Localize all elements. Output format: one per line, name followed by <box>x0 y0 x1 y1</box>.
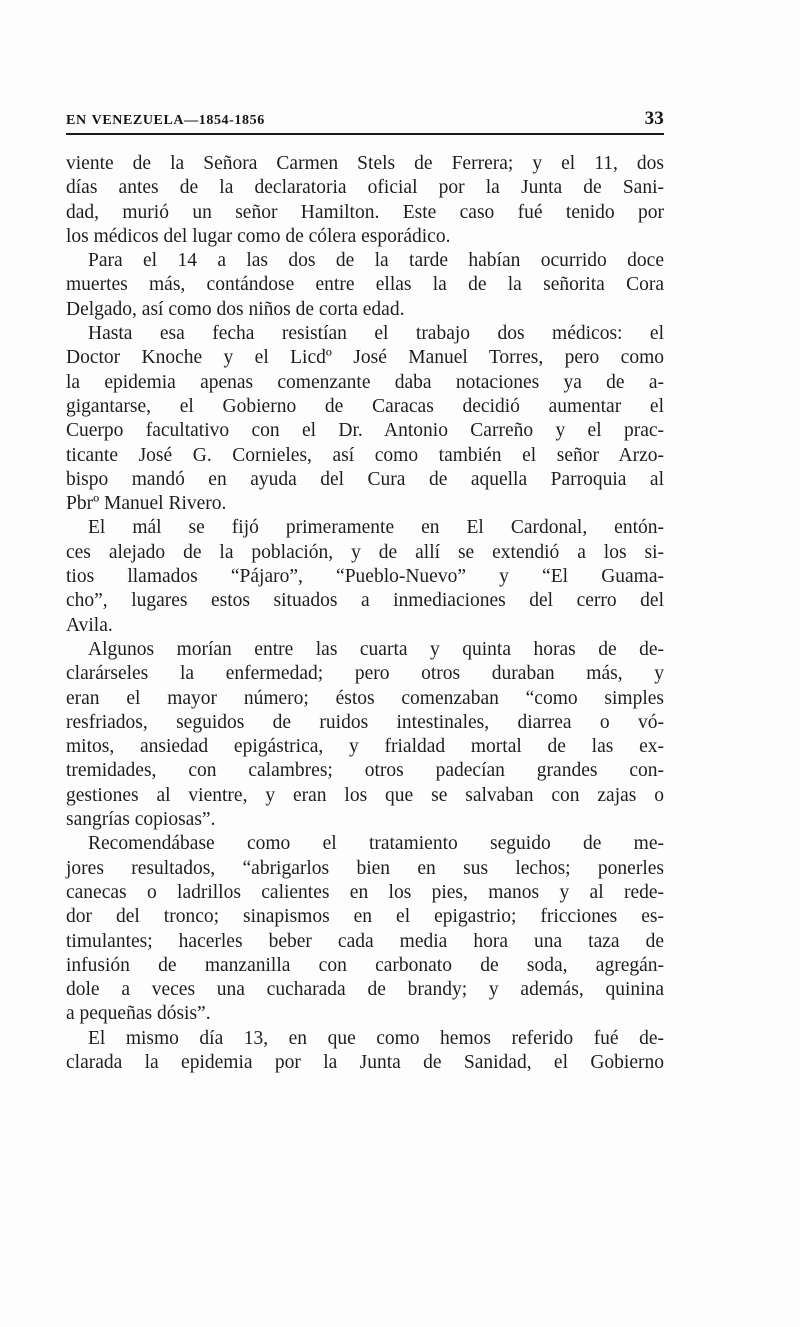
text-line: viente de la Señora Carmen Stels de Ferrera; y el 11, dos <box>66 153 664 174</box>
text-line: cho”, lugares estos situados a inmediaciones del cerro del <box>66 590 664 612</box>
text-line: dad, murió un señor Hamilton. Este caso fué tenido por <box>66 201 664 223</box>
text-line: Doctor Knoche y el Licdº José Manuel Torres, pero como <box>66 347 664 369</box>
text-line: bispo mandó en ayuda del Cura de aquella Parroquia al <box>66 468 664 490</box>
text-line: ces alejado de la población, y de allí se extendió a los si- <box>66 541 664 563</box>
text-line: Avila. <box>66 614 113 636</box>
header-rule <box>66 133 664 135</box>
text-line: Hasta esa fecha resistían el trabajo dos médicos: el <box>88 323 664 345</box>
text-line: timulantes; hacerles beber cada media hora una taza de <box>66 930 664 952</box>
text-line: jores resultados, “abrigarlos bien en sus lechos; ponerles <box>66 857 664 879</box>
body-text <box>66 152 664 1075</box>
running-head-title <box>66 108 265 130</box>
text-line: Pbrº Manuel Rivero. <box>66 493 227 515</box>
text-line: Algunos morían entre las cuarta y quinta horas de de- <box>88 638 664 660</box>
running-head <box>66 104 664 130</box>
text-line: canecas o ladrillos calientes en los pies, manos y al rede- <box>66 881 664 903</box>
text-line: clarárseles la enfermedad; pero otros duraban más, y <box>66 663 664 685</box>
text-line: mitos, ansiedad epigástrica, y frialdad mortal de las ex- <box>66 736 664 758</box>
running-head-prefix: EN <box>66 113 87 128</box>
text-line: tremidades, con calambres; otros padecían grandes con- <box>66 760 664 782</box>
page-number: 33 <box>644 108 664 129</box>
text-line: infusión de manzanilla con carbonato de soda, agregán- <box>66 954 664 976</box>
text-line: Para el 14 a las dos de la tarde habían ocurrido doce <box>88 250 664 272</box>
text-line: dole a veces una cucharada de brandy; y además, quinina <box>66 979 664 1001</box>
text-line: sangrías copiosas”. <box>66 809 216 831</box>
text-line: ticante José G. Cornieles, así como también el señor Arzo- <box>66 444 664 466</box>
text-line: resfriados, seguidos de ruidos intestinales, diarrea o vó- <box>66 711 664 733</box>
text-line: días antes de la declaratoria oficial por la Junta de Sani- <box>66 177 664 199</box>
text-line: muertes más, contándose entre ellas la de la señorita Cora <box>66 274 664 296</box>
text-line: Recomendábase como el tratamiento seguido de me- <box>88 833 664 855</box>
text-line: gigantarse, el Gobierno de Caracas decidió aumentar el <box>66 395 664 417</box>
text-line: a pequeñas dósis”. <box>66 1003 211 1025</box>
text-line: eran el mayor número; éstos comenzaban “como simples <box>66 687 664 709</box>
text-line: gestiones al vientre, y eran los que se salvaban con zajas o <box>66 784 664 806</box>
text-line: dor del tronco; sinapismos en el epigastrio; fricciones es- <box>66 906 664 928</box>
text-line: tios llamados “Pájaro”, “Pueblo-Nuevo” y “El Guama- <box>66 566 664 588</box>
text-line: El mismo día 13, en que como hemos referido fué de- <box>88 1027 664 1049</box>
running-head-main: VENEZUELA—1854-1856 <box>91 113 265 128</box>
text-line: la epidemia apenas comenzante daba notaciones ya de a- <box>66 371 664 393</box>
text-line: los médicos del lugar como de cólera esporádico. <box>66 225 451 247</box>
text-line: El mál se fijó primeramente en El Cardonal, entón- <box>88 517 664 539</box>
text-line: clarada la epidemia por la Junta de Sanidad, el Gobierno <box>66 1051 664 1073</box>
text-line: Cuerpo facultativo con el Dr. Antonio Carreño y el prac- <box>66 420 664 442</box>
text-line: Delgado, así como dos niños de corta edad. <box>66 298 405 320</box>
